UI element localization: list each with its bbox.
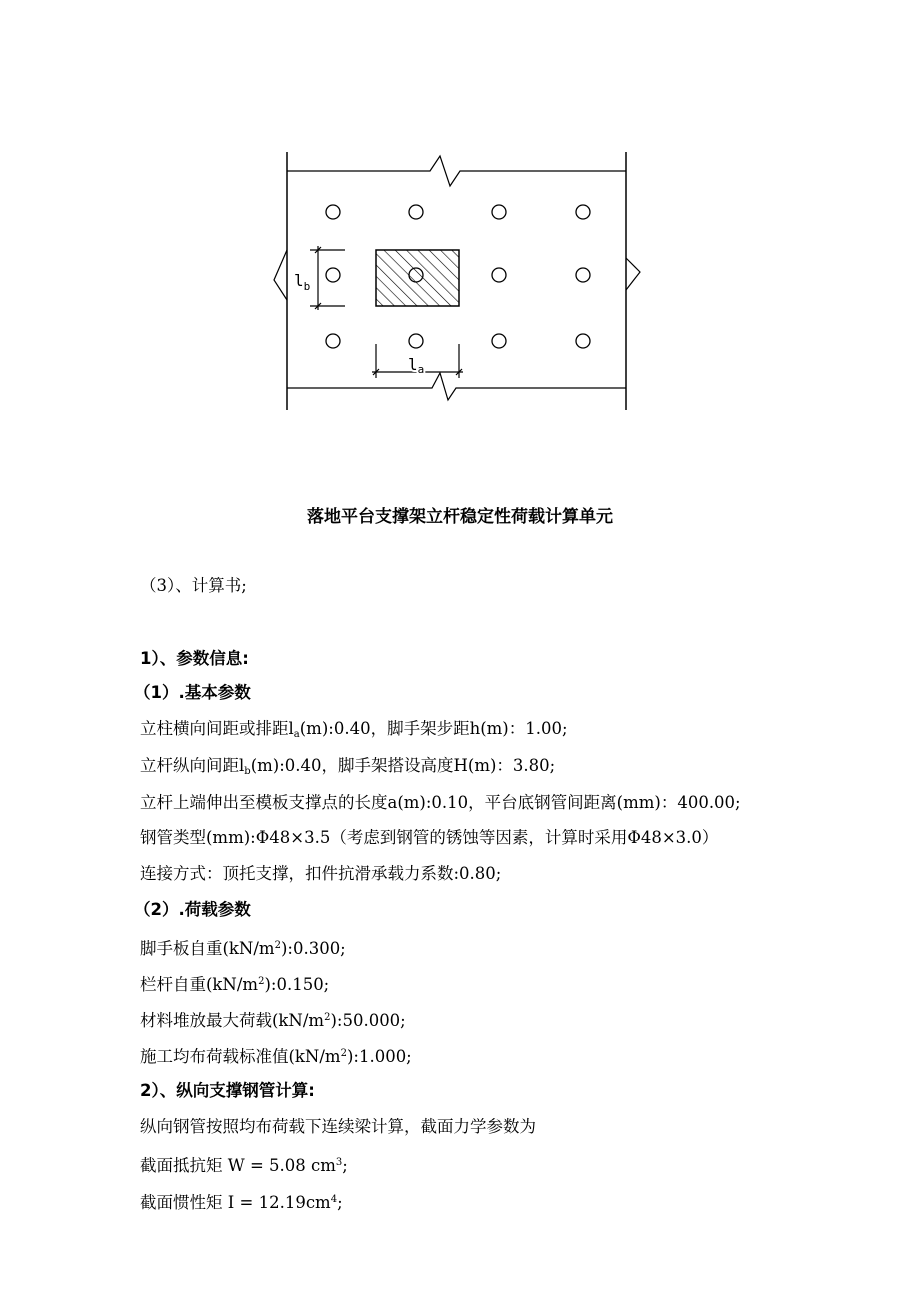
parameter-info-heading: 1）、参数信息: [140, 649, 249, 668]
hatched-load-area [376, 250, 459, 306]
longitudinal-pipe-heading: 2）、纵向支撑钢管计算: [140, 1081, 315, 1100]
left-zigzag [274, 250, 287, 300]
load-line-railing: 栏杆自重$(kN/m^2):0.150$; [140, 975, 330, 994]
basic-params-heading: （1）.基本参数 [134, 683, 251, 702]
pole-circle [576, 334, 590, 348]
top-break-line [287, 156, 626, 186]
pole-circle [576, 205, 590, 219]
calc-intro-line: 纵向钢管按照均布荷载下连续梁计算，截面力学参数为 [140, 1117, 536, 1136]
param-line-pipe-type: 钢管类型(mm):Φ48×3.5（考虑到钢管的锈蚀等因素，计算时采用Φ48×3.0） [140, 828, 719, 847]
pole-circle [576, 268, 590, 282]
section-heading: （3）、计算书; [140, 576, 247, 595]
la-label: la [408, 355, 425, 376]
lb-label: $l_b$ [294, 271, 311, 293]
param-line-lb: 立杆纵向间距$l_b(m):0.40$，脚手架搭设高度H(m)：3.80; [140, 756, 556, 777]
diagram-caption: 落地平台支撑架立杆稳定性荷载计算单元 [307, 507, 613, 527]
param-line-extension: 立杆上端伸出至模板支撑点的长度a(m):0.10，平台底钢管间距离(mm)：400.00; [140, 793, 741, 812]
param-line-connection: 连接方式：顶托支撑，扣件抗滑承载力系数:0.80; [140, 864, 502, 883]
right-zigzag [626, 258, 640, 290]
bottom-break-line [287, 373, 626, 400]
pole-circle [326, 268, 340, 282]
pole-circle [409, 205, 423, 219]
pole-circle [492, 334, 506, 348]
pole-circle [492, 205, 506, 219]
param-line-la: 立柱横向间距或排距$l_a(m):0.40$，脚手架步距h(m)：1.00; [140, 719, 568, 740]
pole-circle [492, 268, 506, 282]
support-layout-diagram [270, 148, 650, 410]
pole-circle [409, 334, 423, 348]
load-line-construction: 施工均布荷载标准值$(kN/m^2):1.000$; [140, 1047, 412, 1066]
load-line-material: 材料堆放最大荷载$(kN/m^2):50.000$; [140, 1011, 406, 1030]
calc-moment-of-inertia: 截面惯性矩 $I = 12.19cm^4$; [140, 1193, 343, 1212]
load-params-heading: （2）.荷载参数 [134, 900, 251, 919]
load-line-scaffold-board: 脚手板自重$(kN/m^2):0.300$; [140, 939, 346, 958]
calc-section-modulus: 截面抵抗矩 W = 5.08 $cm^3$; [140, 1156, 348, 1175]
pole-circle [326, 334, 340, 348]
pole-circle [326, 205, 340, 219]
